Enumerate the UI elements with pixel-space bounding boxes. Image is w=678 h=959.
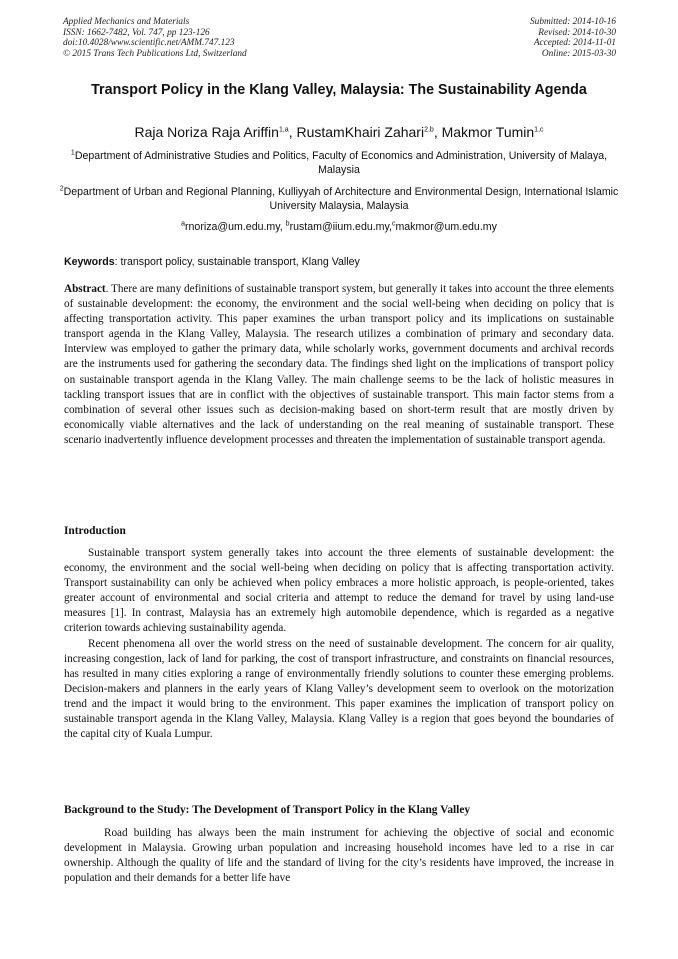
author-name: Raja Noriza Raja Ariffin xyxy=(134,124,279,140)
paragraph: Road building has always been the main instrument for achieving the objective of social and economic development in Malaysia. Growing urban population and increasing household incomes have led to a rise in car ownership. Although the quality of life and the standard of living for the city’s residents have improved, the increase in population and their demands for a better life have xyxy=(64,827,614,885)
email-mark: c xyxy=(391,220,396,228)
affiliation-text: Department of Urban and Regional Planning, Kulliyyah of Architecture and Environmental Design, International Islamic University Malaysia, Malaysia xyxy=(63,186,619,212)
paper-title: Transport Policy in the Klang Valley, Malaysia: The Sustainability Agenda xyxy=(91,82,587,98)
email-mark: a xyxy=(181,220,186,228)
section-heading-introduction: Introduction xyxy=(64,525,126,537)
author-name: RustamKhairi Zahari xyxy=(296,124,425,140)
email: makmor@um.edu.my xyxy=(395,221,497,233)
copyright-line: © 2015 Trans Tech Publications Ltd, Switzerland xyxy=(63,48,247,59)
publication-info xyxy=(63,17,247,59)
paragraph: Sustainable transport system generally takes into account the three elements of sustainable development: the economy, the environment and the social well-being when deciding on policy that is affecting transportation activity. Transport sustainability can only be achieved when policy embraces a more holistic approach, is people-oriented, takes greater account of environmental and social criteria and attempt to reduce the demand for travel by using land-use measures [1]. In contrast, Malaysia has an extremely high automobile dependence, which is regarded as a negative criterion towards achieving sustainability agenda. xyxy=(64,547,614,635)
author-affiliation-mark: 1,c xyxy=(534,126,544,134)
author-list: Raja Noriza Raja Ariffin$^{1,a}$, RustamKhairi Zahari$^{2,b}$, Makmor Tumin$^{1,c}$ xyxy=(134,124,544,140)
paragraph: Recent phenomena all over the world stress on the need of sustainable development. The concern for air quality, increasing congestion, lack of land for parking, the cost of transport infrastructure, and constraints on financial resources, has resulted in many cities exploring a range of environmentally friendly solutions to counter these emerging problems. Decision-makers and planners in the early years of Klang Valley’s development seem to overlook on the motorization trend and the impact it would bring to the environment. This paper examines the implication of transport policy on sustainable transport agenda in the Klang Valley, Malaysia. Klang Valley is a region that goes beyond the boundaries of the capital city of Kuala Lumpur. xyxy=(64,637,614,741)
keywords xyxy=(64,256,360,268)
doi-line: doi:10.4028/www.scientific.net/AMM.747.123 xyxy=(63,38,235,49)
submitted-date: Submitted: 2014-10-16 xyxy=(530,17,616,27)
abstract-label: Abstract xyxy=(64,283,106,295)
affiliation-mark: 2 xyxy=(59,185,64,193)
abstract-text: . There are many definitions of sustainable transport system, but generally it takes into account the three elements of sustainable development: the economy, the environment and the social well-being when deciding on policy that is affecting transportation activity. This paper examines the urban transport policy and its implications on sustainable transport agenda in the Klang Valley, Malaysia. The research utilizes a combination of primary and secondary data. Interview was employed to gather the primary data, while scholarly works, government documents and archival records are the instruments used for gathering the secondary data. The findings shed light on the implications of transport policy on sustainable transport agenda in the Klang Valley. The main challenge seems to be the lack of holistic measures in tackling transport issues that are in conflict with the objectives of sustainable transport. This main factor stems from a combination of several other issues such as decision-making based on short-term result that are mostly driven by economically viable alternatives and the lack of understanding on the real meaning of sustainable transport. These scenario inadvertently influence development processes and threaten the implementation of sustainable transport agenda. xyxy=(64,283,614,446)
accepted-date: Accepted: 2014-11-01 xyxy=(533,38,616,49)
issn-line: ISSN: 1662-7482, Vol. 747, pp 123-126 xyxy=(63,27,210,38)
author-affiliation-mark: 2,b xyxy=(424,126,434,134)
email: rustam@iium.edu.my xyxy=(289,221,390,233)
email-mark: b xyxy=(285,220,290,228)
section-heading-background: Background to the Study: The Development of Transport Policy in the Klang Valley xyxy=(64,804,471,816)
affiliation xyxy=(56,149,622,177)
introduction-body xyxy=(64,546,614,742)
revised-date: Revised: 2014-10-30 xyxy=(538,27,616,38)
author-name: Makmor Tumin xyxy=(441,124,535,140)
email: rnoriza@um.edu.my xyxy=(185,221,280,233)
affiliation-text: Department of Administrative Studies and Politics, Faculty of Economics and Administration, University of Malaya, Malaysia xyxy=(74,150,608,176)
author-affiliation-mark: 1,a xyxy=(278,126,289,134)
affiliation-mark: 1 xyxy=(70,149,75,157)
background-body xyxy=(64,826,614,886)
affiliation xyxy=(56,185,622,213)
keywords-label: Keywords xyxy=(64,256,115,268)
journal-name: Applied Mechanics and Materials xyxy=(63,17,190,27)
online-date: Online: 2015-03-30 xyxy=(541,48,616,59)
email-list: $^a$rnoriza@um.edu.my, $^b$rustam@iium.edu.my,$^c$makmor@um.edu.my xyxy=(181,220,497,233)
publication-dates xyxy=(530,17,616,59)
keywords-text: : transport policy, sustainable transport, Klang Valley xyxy=(114,256,360,268)
abstract xyxy=(64,282,614,448)
